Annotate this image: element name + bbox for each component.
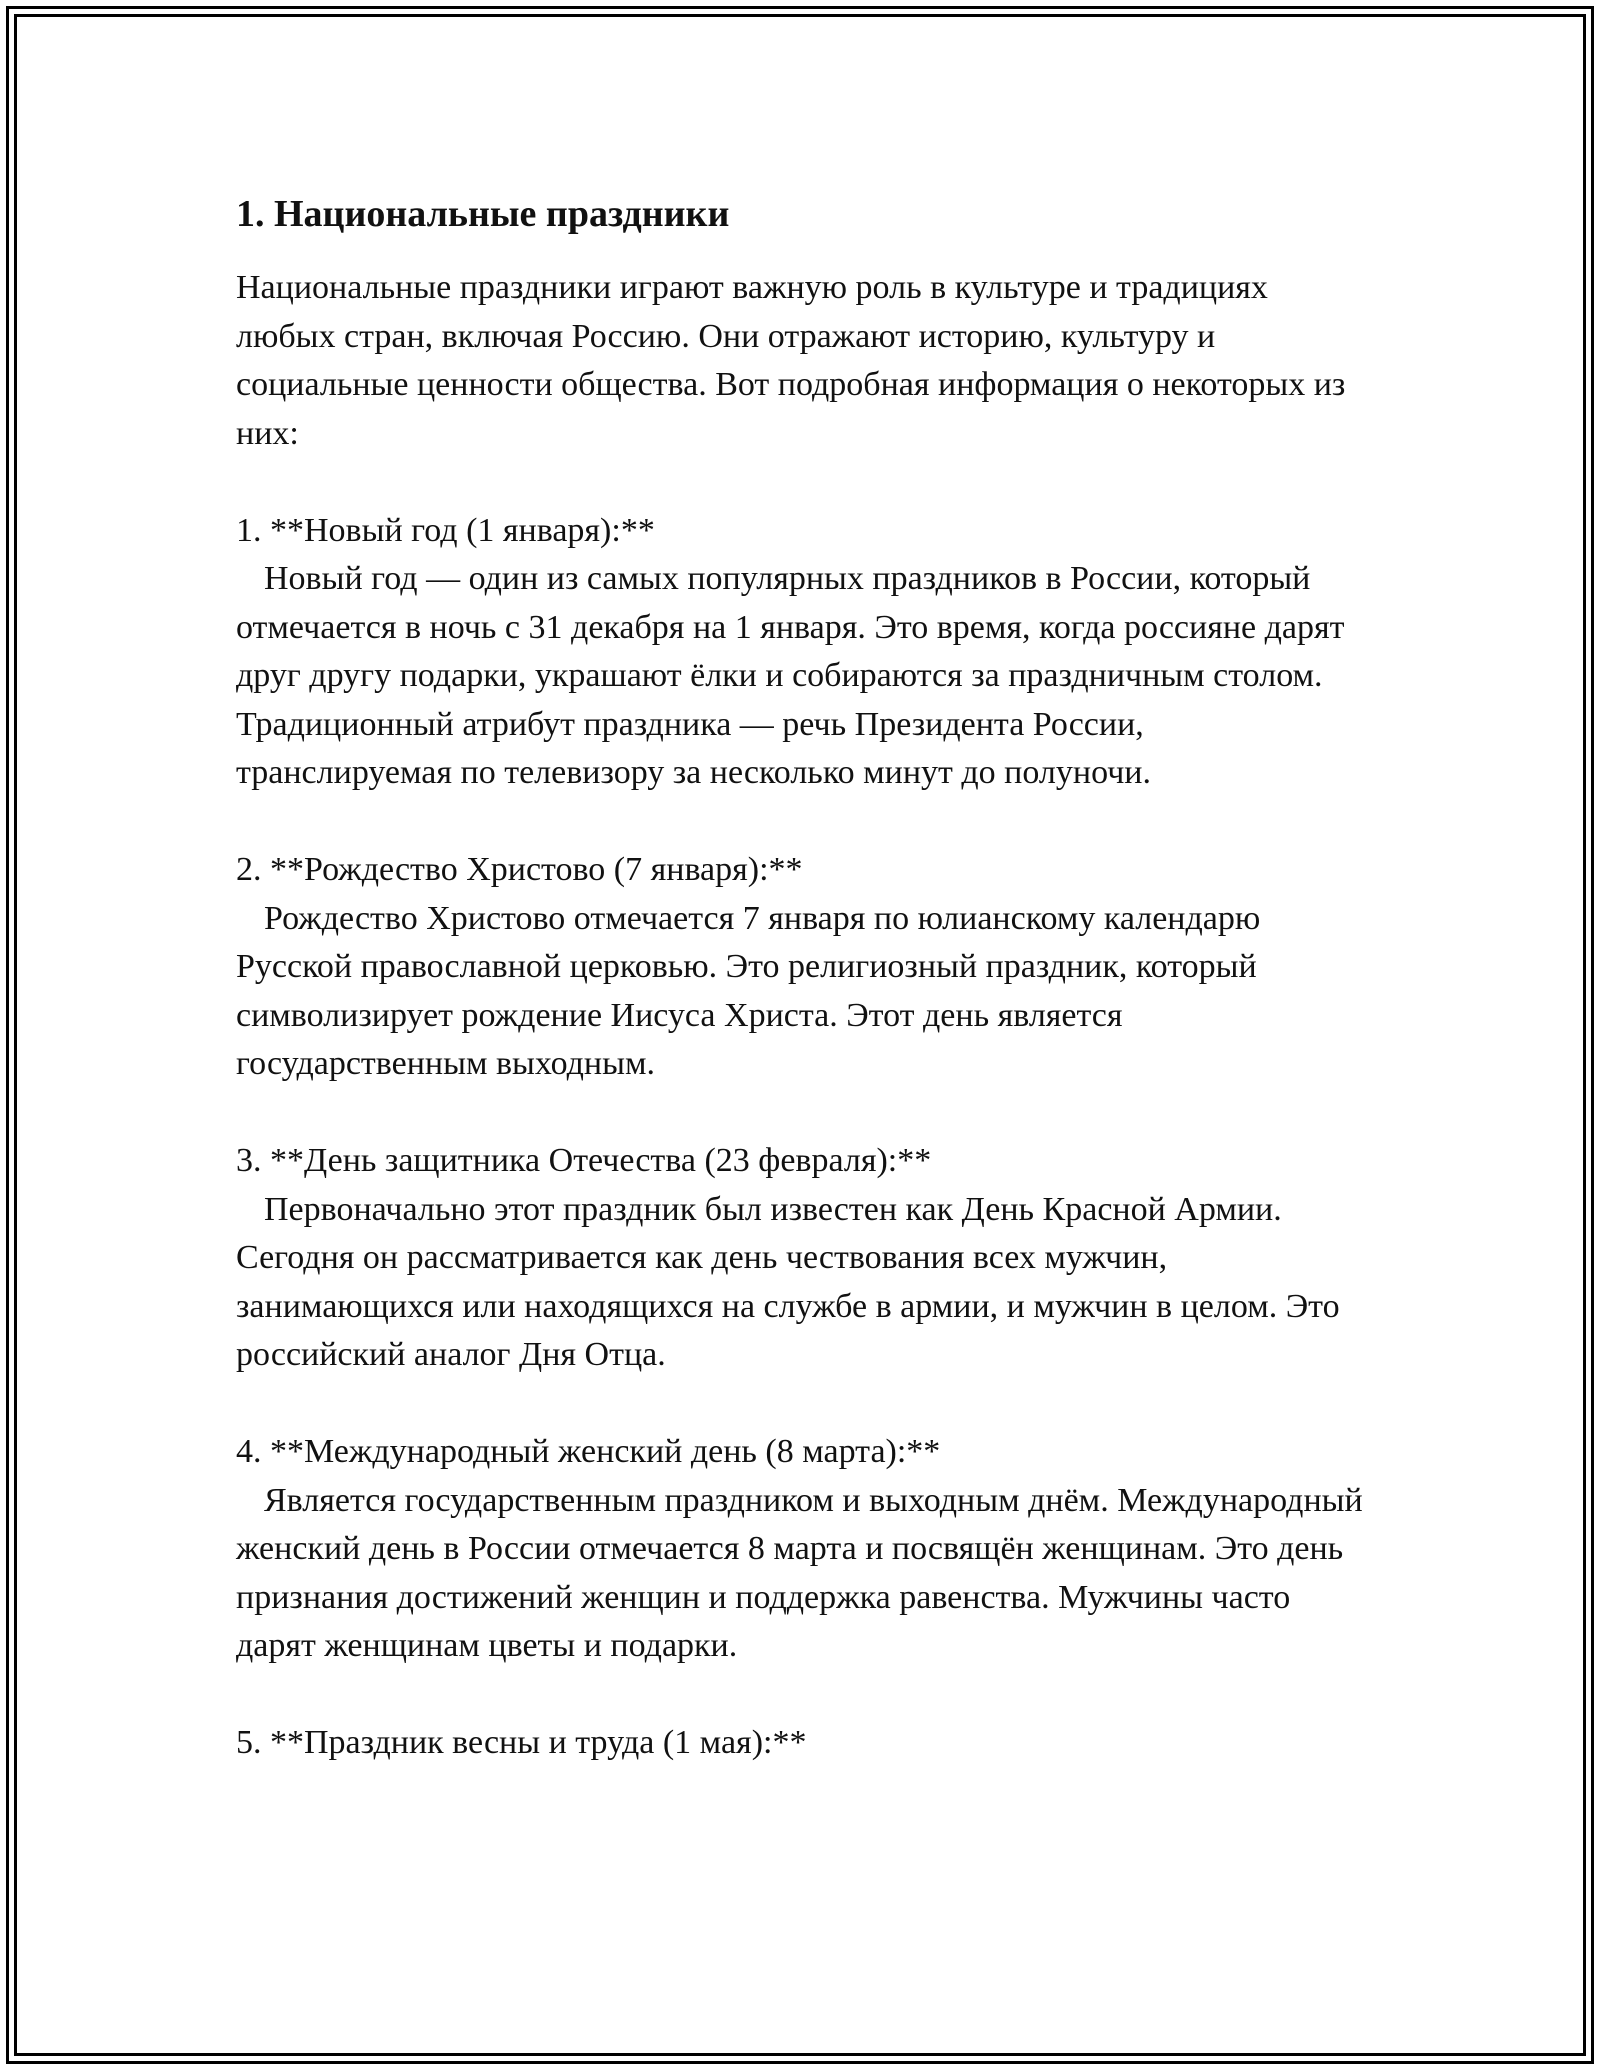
holiday-heading: 4. **Международный женский день (8 марта):** bbox=[236, 1433, 941, 1470]
holiday-section-christmas bbox=[236, 846, 1366, 1089]
holiday-description: Является государственным праздником и выходным днём. Международный женский день в России отмечается 8 марта и посвящён женщинам. Это день признания достижений женщин и поддержка равенства. Мужчины часто дарят женщинам цветы и подарки. bbox=[236, 1481, 1363, 1664]
holiday-description: Первоначально этот праздник был известен как День Красной Армии. Сегодня он рассматривается как день чествования всех мужчин, занимающихся или находящихся на службе в армии, и мужчин в целом. Это российский аналог Дня Отца. bbox=[236, 1190, 1340, 1373]
holiday-section-womens-day bbox=[236, 1428, 1366, 1671]
intro-paragraph: Национальные праздники играют важную роль в культуре и традициях любых стран, включая Россию. Они отражают историю, культуру и социальные ценности общества. Вот подробная информация о некоторых из них: bbox=[236, 269, 1346, 452]
holiday-section-labor-day bbox=[236, 1719, 1366, 1768]
holiday-description: Новый год — один из самых популярных праздников в России, который отмечается в ночь с 31 декабря на 1 января. Это время, когда россияне дарят друг другу подарки, украшают ёлки и собираются за праздничным столом. Традиционный атрибут праздника — речь Президента России, транслируемая по телевизору за несколько минут до полуночи. bbox=[236, 560, 1345, 791]
document-body bbox=[236, 186, 1366, 1768]
holiday-heading: 3. **День защитника Отечества (23 февраля):** bbox=[236, 1142, 932, 1179]
holiday-description: Рождество Христово отмечается 7 января по юлианскому календарю Русской православной церковью. Это религиозный праздник, который символизирует рождение Иисуса Христа. Этот день является государственным выходным. bbox=[236, 899, 1261, 1082]
document-title: 1. Национальные праздники bbox=[236, 193, 730, 235]
holiday-heading: 1. **Новый год (1 января):** bbox=[236, 511, 655, 549]
holiday-section-defender-day bbox=[236, 1137, 1366, 1380]
holiday-heading: 2. **Рождество Христово (7 января):** bbox=[236, 851, 803, 888]
holiday-heading: 5. **Праздник весны и труда (1 мая):** bbox=[236, 1724, 807, 1761]
holiday-section-new-year bbox=[236, 507, 1366, 798]
